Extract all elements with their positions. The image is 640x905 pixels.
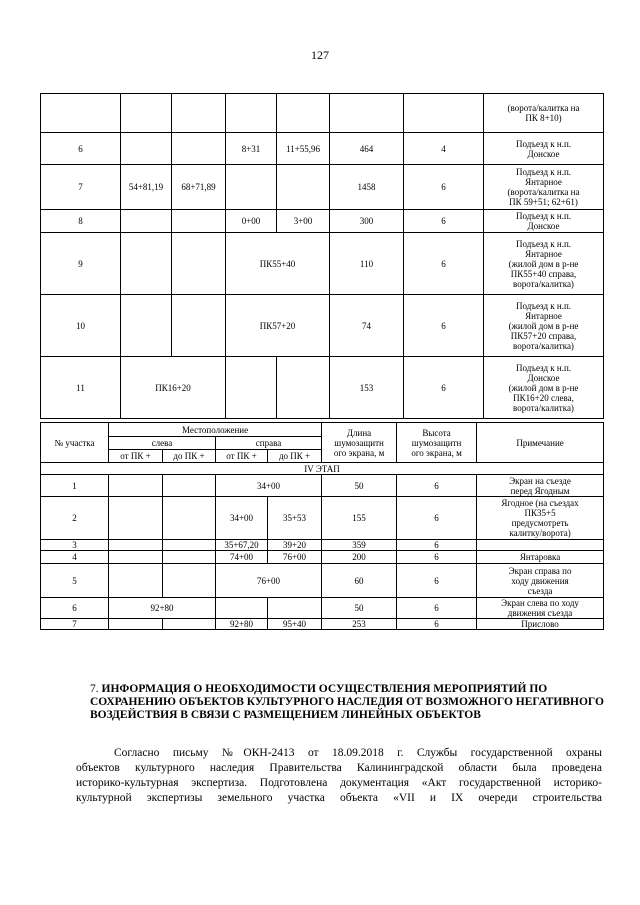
cell-left-from: [109, 475, 163, 497]
cell-right-to: [268, 598, 322, 619]
cell-right-to: 3+00: [277, 210, 330, 233]
cell-left-from: [109, 551, 163, 564]
stage-label: IV ЭТАП: [41, 463, 604, 475]
cell-length: 50: [322, 475, 397, 497]
cell-length: 50: [322, 598, 397, 619]
cell-right-to: [277, 357, 330, 419]
cell-right-merged: ПК57+20: [226, 295, 330, 357]
cell-note: [477, 619, 604, 630]
note-line: ПК16+20 слева,: [513, 392, 574, 403]
section-title: ИНФОРМАЦИЯ О НЕОБХОДИМОСТИ ОСУЩЕСТВЛЕНИЯ МЕРОПРИЯТИЙ ПО СОХРАНЕНИЮ ОБЪЕКТОВ КУЛЬТУРНОГО НАСЛЕДИЯ ОТ ВОЗМОЖНОГО НЕГАТИВНОГО ВОЗДЕЙСТВИЯ В СВЯЗИ С РАЗМЕЩЕНИЕМ ЛИНЕЙНЫХ ОБЪЕКТОВ: [90, 683, 604, 721]
section-heading: [90, 683, 610, 722]
paragraph-line: Согласно письму №ОКН-2413 от 18.09.2018 г. Службы государственной охраны: [114, 747, 602, 759]
header-height: Высота шумозащитн ого экрана, м: [397, 423, 477, 463]
note-line: Подъезд к н.п.: [515, 138, 572, 149]
cell-height: 6: [404, 165, 484, 210]
note-line: ПК55+40 справа,: [510, 268, 577, 279]
cell-left-to: [163, 619, 216, 630]
cell-note: [484, 165, 604, 210]
table-row: [41, 357, 604, 419]
cell-height: 6: [404, 233, 484, 295]
header-left-to: до ПК +: [163, 450, 216, 463]
cell-section-number: 8: [41, 210, 121, 233]
note-line: предусмотреть: [511, 518, 569, 528]
cell-left-from: [121, 210, 172, 233]
cell-length: 60: [322, 564, 397, 598]
cell-note: [477, 598, 604, 619]
cell-right-from: [226, 357, 277, 419]
cell-note: [477, 497, 604, 540]
note-line: (жилой дом в р-не: [508, 382, 579, 393]
cell-section-number: 5: [41, 564, 109, 598]
cell-left-from: [109, 619, 163, 630]
cell-section-number: 4: [41, 551, 109, 564]
noise-barrier-table-stage-iv: [40, 422, 604, 630]
table-row: [41, 551, 604, 564]
header-note: Примечание: [477, 423, 604, 463]
cell-section-number: 6: [41, 598, 109, 619]
cell-left-from: [109, 564, 163, 598]
cell-height: 6: [397, 619, 477, 630]
cell-right-from: 92+80: [216, 619, 268, 630]
cell-length: [330, 94, 404, 133]
cell-height: 6: [397, 497, 477, 540]
cell-section-number: 6: [41, 133, 121, 165]
note-line: Подъезд к н.п.: [515, 362, 572, 373]
cell-height: 6: [397, 551, 477, 564]
cell-right-merged: 76+00: [216, 564, 322, 598]
header-section-number: № участка: [41, 423, 109, 463]
note-line: Янтарное: [525, 177, 562, 187]
note-line: Янтарное: [525, 310, 562, 321]
cell-section-number: 11: [41, 357, 121, 419]
table-row: [41, 598, 604, 619]
cell-note: [477, 551, 604, 564]
cell-left-from: [121, 94, 172, 133]
table-row: [41, 233, 604, 295]
cell-right-from: 74+00: [216, 551, 268, 564]
note-line: Экран на съезде: [509, 475, 571, 486]
cell-left-from: 54+81,19: [121, 165, 172, 210]
cell-left-to: 68+71,89: [172, 165, 226, 210]
cell-right-to: [277, 94, 330, 133]
cell-length: 200: [322, 551, 397, 564]
cell-section-number: 10: [41, 295, 121, 357]
cell-note: [477, 564, 604, 598]
cell-right-from: 34+00: [216, 497, 268, 540]
header-right-to: до ПК +: [268, 450, 322, 463]
cell-length: 110: [330, 233, 404, 295]
note-line: (жилой дом в р-не: [508, 320, 579, 331]
note-line: Янтаровка: [519, 552, 561, 562]
cell-left-merged: ПК16+20: [121, 357, 226, 419]
cell-length: 300: [330, 210, 404, 233]
note-line: Донское: [527, 148, 560, 159]
note-line: ворота/калитка): [513, 340, 574, 351]
cell-section-number: 3: [41, 540, 109, 551]
cell-right-from: 35+67,20: [216, 540, 268, 551]
cell-right-to: 76+00: [268, 551, 322, 564]
cell-left-to: [163, 540, 216, 551]
cell-height: 6: [404, 295, 484, 357]
cell-section-number: 7: [41, 165, 121, 210]
cell-note: [477, 540, 604, 551]
paragraph-line: объектов культурного наследия Правительства Калининградской области была проведена: [76, 762, 602, 774]
cell-section-number: 9: [41, 233, 121, 295]
table-row: [41, 497, 604, 540]
cell-right-from: 8+31: [226, 133, 277, 165]
cell-left-to: [172, 295, 226, 357]
header-right-from: от ПК +: [216, 450, 268, 463]
cell-height: 6: [397, 564, 477, 598]
cell-length: 74: [330, 295, 404, 357]
cell-length: 153: [330, 357, 404, 419]
cell-left-from: [121, 133, 172, 165]
note-line: Прислово: [521, 619, 559, 629]
cell-height: 6: [397, 475, 477, 497]
cell-right-from: [226, 94, 277, 133]
table-row: [41, 165, 604, 210]
cell-right-to: 39+20: [268, 540, 322, 551]
note-line: Экран справа по: [508, 565, 572, 576]
cell-left-from: [121, 233, 172, 295]
cell-note: [484, 295, 604, 357]
cell-height: [404, 94, 484, 133]
cell-right-from: [226, 165, 277, 210]
table-row: [41, 133, 604, 165]
note-line: Ягодное (на съездах: [501, 498, 579, 508]
cell-length: 155: [322, 497, 397, 540]
cell-right-to: [277, 165, 330, 210]
cell-right-from: [216, 598, 268, 619]
note-line: ПК 59+51; 62+61): [509, 197, 578, 207]
cell-note: [484, 357, 604, 419]
note-line: Донское: [527, 372, 560, 383]
cell-left-to: [163, 564, 216, 598]
note-line: движения съезда: [507, 608, 573, 618]
cell-left-merged: 92+80: [109, 598, 216, 619]
cell-note: [484, 210, 604, 233]
cell-left-to: [163, 475, 216, 497]
cell-section-number: 7: [41, 619, 109, 630]
table-row: [41, 619, 604, 630]
table-row: [41, 564, 604, 598]
cell-height: 4: [404, 133, 484, 165]
note-line: Подъезд к н.п.: [515, 238, 572, 249]
header-length: Длина шумозащитн ого экрана, м: [322, 423, 397, 463]
note-line: ворота/калитка): [513, 278, 574, 289]
paragraph-line: культурной экспертизы земельного участка объекта «VII и IX очереди строительства: [76, 792, 602, 804]
page-number: 127: [311, 48, 329, 62]
note-line: съезда: [527, 585, 553, 596]
cell-left-to: [172, 133, 226, 165]
note-line: калитку/ворота): [509, 528, 571, 538]
note-line: Янтарное: [525, 248, 562, 259]
header-right: справа: [216, 437, 322, 450]
cell-note: [484, 133, 604, 165]
note-line: ПК 8+10): [525, 113, 562, 123]
cell-right-merged: 34+00: [216, 475, 322, 497]
note-line: ПК35+5: [524, 508, 556, 518]
table-row: [41, 540, 604, 551]
cell-right-merged: ПК55+40: [226, 233, 330, 295]
note-line: Подъезд к н.п.: [515, 300, 572, 311]
note-line: (жилой дом в р-не: [508, 258, 579, 269]
cell-left-to: [172, 94, 226, 133]
cell-note: [477, 475, 604, 497]
note-line: Донское: [527, 221, 560, 231]
section-number: 7.: [90, 683, 99, 695]
body-paragraph: [76, 746, 602, 806]
cell-left-from: [109, 497, 163, 540]
cell-right-from: 0+00: [226, 210, 277, 233]
paragraph-line: историко-культурная экспертиза. Подготовлена документация «Акт государственной историко-: [76, 777, 602, 789]
cell-section-number: 2: [41, 497, 109, 540]
cell-length: 1458: [330, 165, 404, 210]
cell-left-from: [121, 295, 172, 357]
cell-length: 464: [330, 133, 404, 165]
cell-left-to: [163, 551, 216, 564]
cell-section-number: 1: [41, 475, 109, 497]
note-line: (ворота/калитка на: [507, 103, 580, 113]
cell-height: 6: [404, 357, 484, 419]
table-row: [41, 475, 604, 497]
cell-right-to: 35+53: [268, 497, 322, 540]
header-left: слева: [109, 437, 216, 450]
cell-note: [484, 94, 604, 133]
note-line: Подъезд к н.п.: [515, 167, 572, 177]
cell-length: 359: [322, 540, 397, 551]
cell-length: 253: [322, 619, 397, 630]
cell-left-to: [163, 497, 216, 540]
cell-height: 6: [397, 598, 477, 619]
table-row: [41, 295, 604, 357]
cell-right-to: 11+55,96: [277, 133, 330, 165]
note-line: ПК57+20 справа,: [510, 330, 577, 341]
cell-right-to: 95+40: [268, 619, 322, 630]
note-line: (ворота/калитка на: [507, 187, 580, 197]
cell-left-to: [172, 210, 226, 233]
header-location: Местоположение: [109, 423, 322, 437]
note-line: ворота/калитка): [513, 402, 574, 413]
cell-height: 6: [397, 540, 477, 551]
noise-barrier-table-continued: [40, 93, 604, 419]
note-line: перед Ягодным: [510, 485, 570, 496]
note-line: ходу движения: [511, 575, 569, 586]
cell-left-to: [172, 233, 226, 295]
cell-height: 6: [404, 210, 484, 233]
table-row: [41, 210, 604, 233]
cell-note: [484, 233, 604, 295]
cell-section-number: [41, 94, 121, 133]
header-left-from: от ПК +: [109, 450, 163, 463]
note-line: Подъезд к н.п.: [515, 211, 572, 221]
table-row: [41, 94, 604, 133]
note-line: Экран слева по ходу: [501, 598, 579, 608]
cell-left-from: [109, 540, 163, 551]
